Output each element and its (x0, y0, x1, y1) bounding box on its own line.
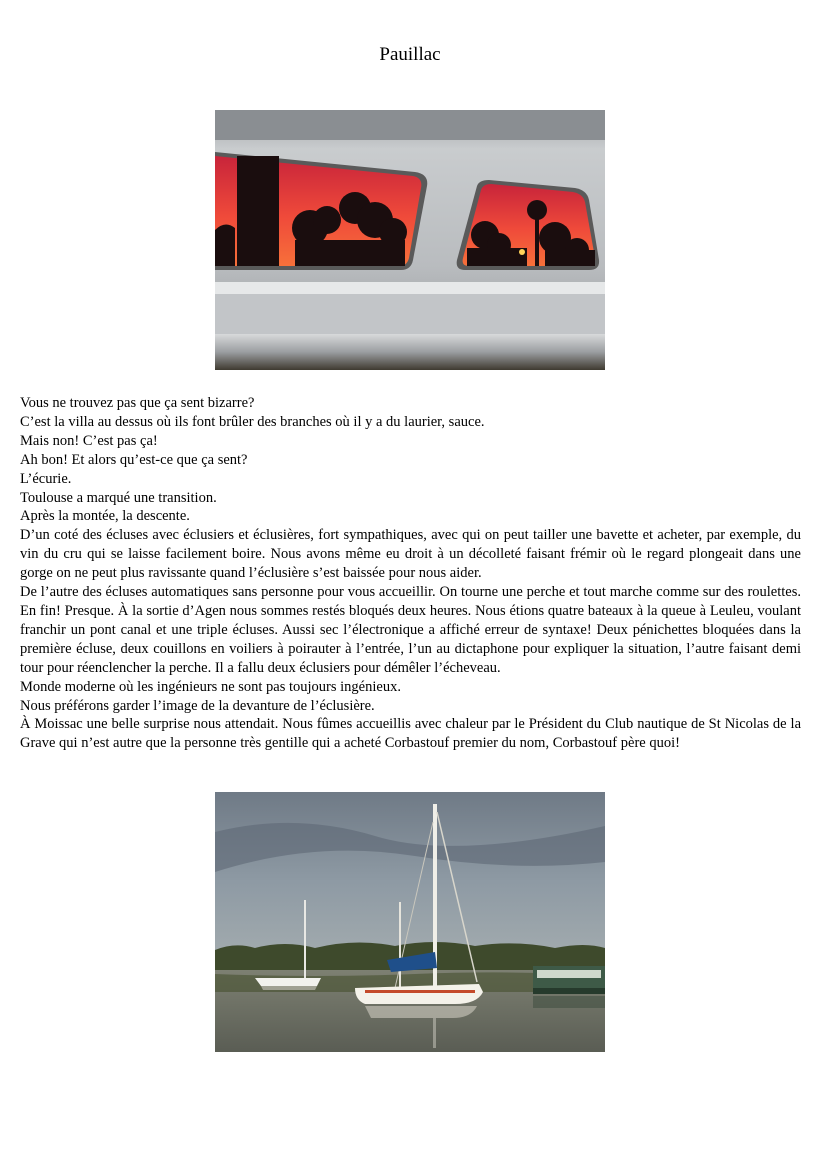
paragraph: Après la montée, la descente. (20, 508, 190, 525)
sailboat-on-water-photo (215, 792, 605, 1052)
paragraph: C’est la villa au dessus où ils font brûler des branches où il y a du laurier, sauce. (20, 413, 485, 430)
paragraph: Nous préférons garder l’image de la devanture de l’éclusière. (20, 697, 375, 714)
page-title: Pauillac (379, 44, 441, 65)
paragraph: Mais non! C’est pas ça! (20, 432, 158, 449)
paragraph: Vous ne trouvez pas que ça sent bizarre? (20, 395, 255, 411)
paragraph: Ah bon! Et alors qu’est-ce que ça sent? (20, 451, 248, 468)
paragraph: D’un coté des écluses avec éclusiers et éclusières, fort sympathiques, avec qui on peut tailler une bavette et acheter, par exemple, du vin du cru qui se laisse facilement boire. Nous avons même eu droit à un décolleté faisant frémir où le regard plongeait dans une gorge on ne peut plus ravissante quand l’éclusière s’est baissée pour nous aider. (20, 527, 801, 582)
sunset-through-boat-windows-photo (215, 110, 605, 370)
paragraph: Toulouse a marqué une transition. (20, 489, 217, 506)
body-text (20, 394, 801, 753)
paragraph: À Moissac une belle surprise nous attendait. Nous fûmes accueillis avec chaleur par le Président du Club nautique de St Nicolas de la Grave qui n’est autre que la personne très gentille qui a acheté Corbastouf premier du nom, Corbastouf père quoi! (20, 716, 801, 752)
paragraph: De l’autre des écluses automatiques sans personne pour vous accueillir. On tourne une perche et tout marche comme sur des roulettes. En fin! Presque. À la sortie d’Agen nous sommes restés bloqués deux heures. Nous étions quatre bateaux à la queue à Leuleu, voulant franchir un pont canal et une triple écluses. Aussi sec l’électronique a affiché erreur de syntaxe! Deux pénichettes bloquées dans la première écluse, deux couillons en voiliers à poirauter à l’entrée, l’un au dictaphone pour expliquer la situation, l’autre faisant demi tour pour réenclencher la perche. Il a fallu deux éclusiers pour démêler l’écheveau. (20, 584, 801, 676)
paragraph: Monde moderne où les ingénieurs ne sont pas toujours ingénieux. (20, 678, 401, 695)
paragraph: L’écurie. (20, 470, 72, 487)
